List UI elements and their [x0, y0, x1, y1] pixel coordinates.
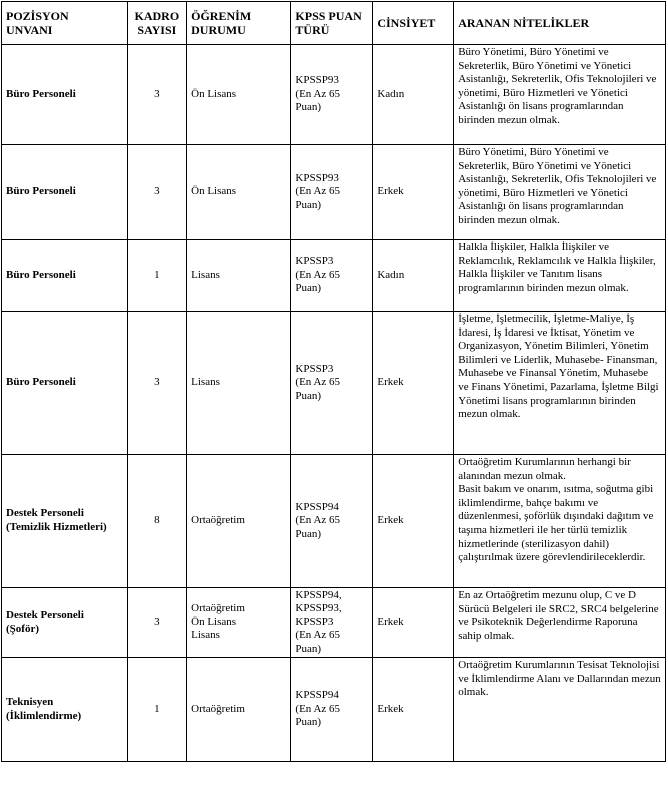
position-cell: Destek Personeli (Temizlik Hizmetleri)	[2, 455, 128, 588]
table-row	[2, 312, 666, 455]
education-cell: Ön Lisans	[187, 145, 291, 240]
position-cell: Büro Personeli	[2, 240, 128, 312]
position-cell: Teknisyen (İklimlendirme)	[2, 658, 128, 762]
table-row	[2, 455, 666, 588]
table-row	[2, 145, 666, 240]
kpss-cell: KPSSP93 (En Az 65 Puan)	[291, 45, 373, 145]
gender-cell: Erkek	[373, 658, 454, 762]
position-cell: Büro Personeli	[2, 145, 128, 240]
gender-cell: Kadın	[373, 240, 454, 312]
kpss-cell: KPSSP93 (En Az 65 Puan)	[291, 145, 373, 240]
requirements-cell: Halkla İlişkiler, Halkla İlişkiler ve Reklamcılık, Reklamcılık ve Halkla İlişkiler, Halkla İlişkiler ve Tanıtım lisans programlarının birinden mezun olmak.	[454, 240, 666, 312]
education-cell: Ön Lisans	[187, 45, 291, 145]
count-cell: 8	[127, 455, 187, 588]
education-cell: Ortaöğretim Ön Lisans Lisans	[187, 588, 291, 658]
education-cell: Lisans	[187, 312, 291, 455]
gender-cell: Kadın	[373, 45, 454, 145]
count-cell: 3	[127, 312, 187, 455]
header-requirements: ARANAN NİTELİKLER	[454, 2, 666, 45]
requirements-cell: Ortaöğretim Kurumlarının herhangi bir alanından mezun olmak. Basit bakım ve onarım, ısıtma, soğutma gibi iklimlendirme, bahçe bakımı ve düzenlenmesi, şoförlük dışındaki dağıtım ve taşıma hizmetleri ile her türlü temizlik hizmetlerinde (sterilizasyon dahil) çalıştırılmak üzere görevlendirileceklerdir.	[454, 455, 666, 588]
table-row	[2, 658, 666, 762]
position-cell: Büro Personeli	[2, 45, 128, 145]
education-cell: Lisans	[187, 240, 291, 312]
header-position: POZİSYON UNVANI	[2, 2, 128, 45]
gender-cell: Erkek	[373, 145, 454, 240]
kpss-cell: KPSSP94 (En Az 65 Puan)	[291, 658, 373, 762]
count-cell: 3	[127, 588, 187, 658]
header-education: ÖĞRENİM DURUMU	[187, 2, 291, 45]
requirements-cell: Ortaöğretim Kurumlarının Tesisat Teknolojisi ve İklimlendirme Alanı ve Dallarından mezun olmak.	[454, 658, 666, 762]
position-cell: Büro Personeli	[2, 312, 128, 455]
requirements-cell: En az Ortaöğretim mezunu olup, C ve D Sürücü Belgeleri ile SRC2, SRC4 belgelerine ve Psikoteknik Değerlendirme Raporuna sahip olmak.	[454, 588, 666, 658]
header-count: KADRO SAYISI	[127, 2, 187, 45]
positions-table	[1, 1, 666, 762]
count-cell: 3	[127, 145, 187, 240]
header-row	[2, 2, 666, 45]
table-row	[2, 240, 666, 312]
kpss-cell: KPSSP94, KPSSP93, KPSSP3 (En Az 65 Puan)	[291, 588, 373, 658]
education-cell: Ortaöğretim	[187, 455, 291, 588]
count-cell: 3	[127, 45, 187, 145]
table-row	[2, 588, 666, 658]
gender-cell: Erkek	[373, 588, 454, 658]
header-kpss: KPSS PUAN TÜRÜ	[291, 2, 373, 45]
position-cell: Destek Personeli (Şoför)	[2, 588, 128, 658]
requirements-cell: İşletme, İşletmecilik, İşletme-Maliye, İş İdaresi, İş İdaresi ve İktisat, Yönetim ve Organizasyon, Yönetim Bilimleri, Yönetim Bilimleri ve Liderlik, Muhasebe- Finansman, Muhasebe ve Finansal Yönetim, Muhasebe ve Finans Yönetimi, Pazarlama, İşletme Bilgi Yönetimi lisans programlarının birinden mezun olmak.	[454, 312, 666, 455]
kpss-cell: KPSSP3 (En Az 65 Puan)	[291, 312, 373, 455]
gender-cell: Erkek	[373, 455, 454, 588]
table-row	[2, 45, 666, 145]
kpss-cell: KPSSP94 (En Az 65 Puan)	[291, 455, 373, 588]
kpss-cell: KPSSP3 (En Az 65 Puan)	[291, 240, 373, 312]
count-cell: 1	[127, 658, 187, 762]
count-cell: 1	[127, 240, 187, 312]
table-body	[2, 45, 666, 762]
requirements-cell: Büro Yönetimi, Büro Yönetimi ve Sekreterlik, Büro Yönetimi ve Yönetici Asistanlığı, Sekreterlik, Ofis Teknolojileri ve yönetimi, Büro Hizmetleri ve Yönetici Asistanlığı ön lisans programlarından birinden mezun olmak.	[454, 45, 666, 145]
header-gender: CİNSİYET	[373, 2, 454, 45]
education-cell: Ortaöğretim	[187, 658, 291, 762]
gender-cell: Erkek	[373, 312, 454, 455]
requirements-cell: Büro Yönetimi, Büro Yönetimi ve Sekreterlik, Büro Yönetimi ve Yönetici Asistanlığı, Sekreterlik, Ofis Teknolojileri ve yönetimi, Büro Hizmetleri ve Yönetici Asistanlığı ön lisans programlarından birinden mezun olmak.	[454, 145, 666, 240]
